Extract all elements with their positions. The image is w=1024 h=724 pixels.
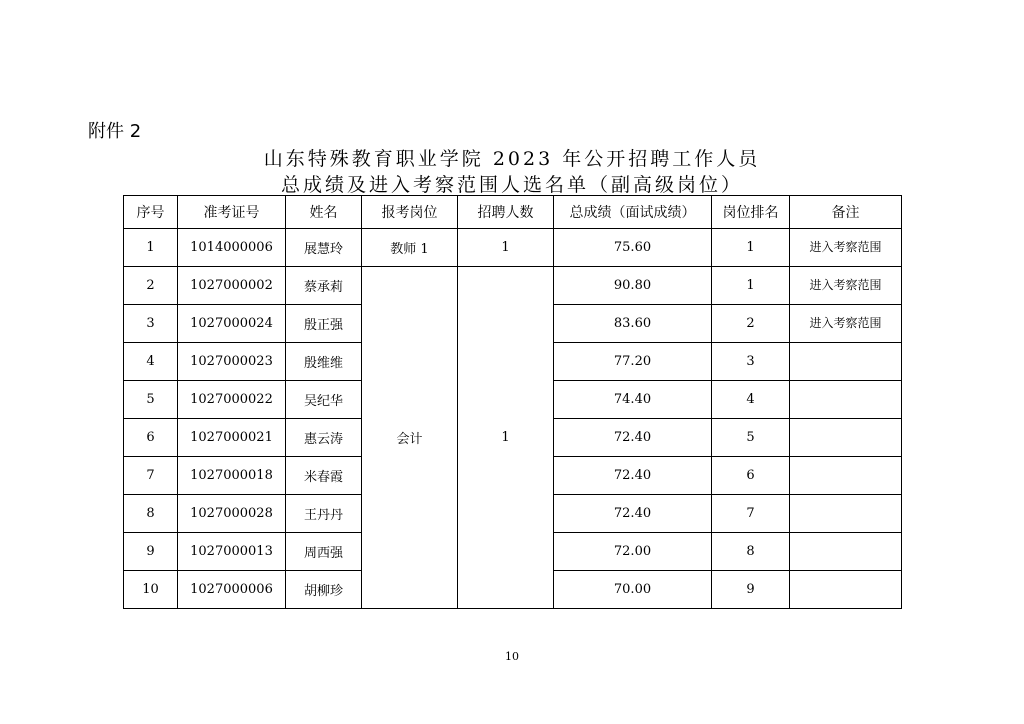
- cell-exam-id: 1027000028: [178, 495, 286, 533]
- cell-exam-id: 1027000013: [178, 533, 286, 571]
- cell-note: [790, 495, 902, 533]
- cell-score: 72.40: [554, 419, 712, 457]
- header-exam-id: 准考证号: [178, 196, 286, 229]
- cell-exam-id: 1027000023: [178, 343, 286, 381]
- cell-no: 9: [124, 533, 178, 571]
- cell-score: 90.80: [554, 267, 712, 305]
- cell-name: 蔡承莉: [286, 267, 362, 305]
- cell-no: 4: [124, 343, 178, 381]
- cell-rank: 2: [712, 305, 790, 343]
- header-name: 姓名: [286, 196, 362, 229]
- cell-recruit-count: 1: [458, 229, 554, 267]
- cell-score: 75.60: [554, 229, 712, 267]
- cell-note: [790, 571, 902, 609]
- cell-position: 会计: [362, 267, 458, 609]
- cell-name: 周西强: [286, 533, 362, 571]
- cell-score: 74.40: [554, 381, 712, 419]
- document-title-line-2: 总成绩及进入考察范围人选名单（副高级岗位）: [280, 174, 743, 196]
- cell-score: 72.40: [554, 495, 712, 533]
- cell-rank: 9: [712, 571, 790, 609]
- header-total-score: 总成绩（面试成绩）: [554, 196, 712, 229]
- cell-name: 胡柳珍: [286, 571, 362, 609]
- cell-exam-id: 1027000006: [178, 571, 286, 609]
- table-header-row: [124, 196, 902, 229]
- table-row: [124, 267, 902, 305]
- header-rank: 岗位排名: [712, 196, 790, 229]
- cell-score: 70.00: [554, 571, 712, 609]
- cell-no: 7: [124, 457, 178, 495]
- cell-name: 惠云涛: [286, 419, 362, 457]
- cell-name: 王丹丹: [286, 495, 362, 533]
- cell-name: 吴纪华: [286, 381, 362, 419]
- cell-no: 1: [124, 229, 178, 267]
- cell-score: 77.20: [554, 343, 712, 381]
- cell-rank: 1: [712, 267, 790, 305]
- cell-position: 教师 1: [362, 229, 458, 267]
- cell-no: 5: [124, 381, 178, 419]
- cell-exam-id: 1027000002: [178, 267, 286, 305]
- cell-exam-id: 1027000018: [178, 457, 286, 495]
- page-number: 10: [505, 650, 519, 663]
- cell-no: 8: [124, 495, 178, 533]
- cell-note: [790, 457, 902, 495]
- cell-note: [790, 419, 902, 457]
- cell-note: 进入考察范围: [790, 229, 902, 267]
- cell-name: 米春霞: [286, 457, 362, 495]
- cell-exam-id: 1014000006: [178, 229, 286, 267]
- header-position: 报考岗位: [362, 196, 458, 229]
- cell-no: 6: [124, 419, 178, 457]
- cell-rank: 4: [712, 381, 790, 419]
- cell-score: 72.00: [554, 533, 712, 571]
- results-table: [123, 195, 902, 609]
- document-title-line-1: 山东特殊教育职业学院 2023 年公开招聘工作人员: [263, 148, 761, 170]
- cell-name: 殷维维: [286, 343, 362, 381]
- cell-note: 进入考察范围: [790, 305, 902, 343]
- cell-exam-id: 1027000024: [178, 305, 286, 343]
- cell-exam-id: 1027000022: [178, 381, 286, 419]
- cell-rank: 8: [712, 533, 790, 571]
- cell-score: 72.40: [554, 457, 712, 495]
- header-recruit-count: 招聘人数: [458, 196, 554, 229]
- cell-no: 2: [124, 267, 178, 305]
- table-row: [124, 229, 902, 267]
- cell-note: 进入考察范围: [790, 267, 902, 305]
- cell-score: 83.60: [554, 305, 712, 343]
- cell-rank: 7: [712, 495, 790, 533]
- cell-exam-id: 1027000021: [178, 419, 286, 457]
- cell-note: [790, 343, 902, 381]
- cell-note: [790, 381, 902, 419]
- cell-name: 殷正强: [286, 305, 362, 343]
- cell-no: 3: [124, 305, 178, 343]
- cell-name: 展慧玲: [286, 229, 362, 267]
- header-note: 备注: [790, 196, 902, 229]
- cell-note: [790, 533, 902, 571]
- header-no: 序号: [124, 196, 178, 229]
- cell-rank: 5: [712, 419, 790, 457]
- cell-rank: 3: [712, 343, 790, 381]
- cell-rank: 6: [712, 457, 790, 495]
- cell-rank: 1: [712, 229, 790, 267]
- cell-recruit-count: 1: [458, 267, 554, 609]
- attachment-label: 附件 2: [88, 121, 142, 142]
- cell-no: 10: [124, 571, 178, 609]
